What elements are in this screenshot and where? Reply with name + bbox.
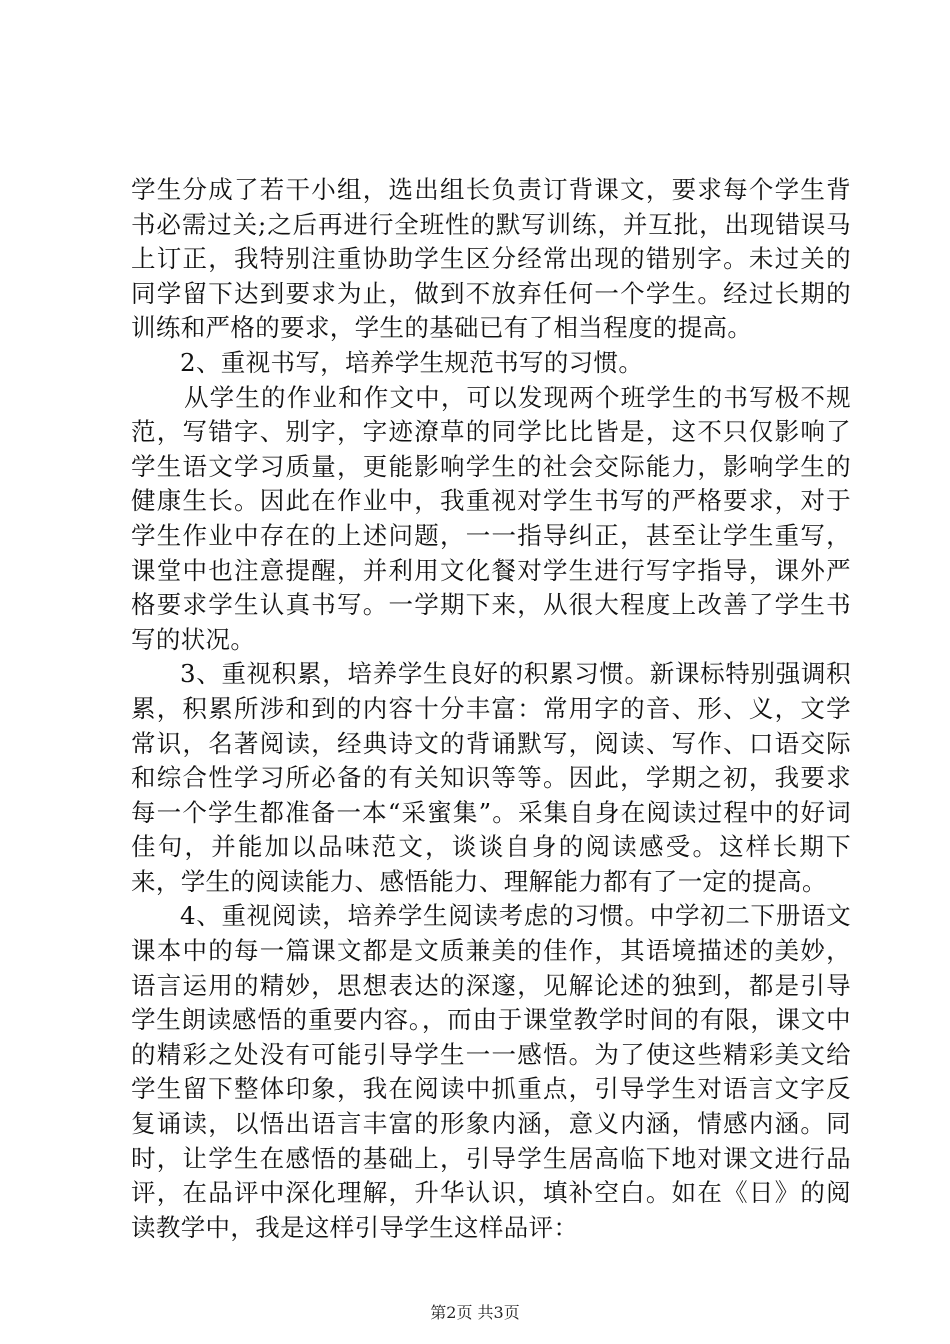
paragraph-heading-2: 2、重视书写，培养学生规范书写的习惯。	[180, 347, 644, 377]
paragraph-continuation: 学生分成了若干小组，选出组长负责订背课文，要求每个学生背书必需过关;之后再进行全班性的默写训练，并互批，出现错误马上订正，我特别注重协助学生区分经常出现的错别字。未过关的同学留下达到要求为止，做到不放弃任何一个学生。经过长期的训练和严格的要求，学生的基础已有了相当程度的提高。	[131, 175, 851, 343]
page-number-footer: 第2页 共3页	[430, 1303, 520, 1322]
paragraph-accumulation: 3、重视积累，培养学生良好的积累习惯。新课标特别强调积累，积累所涉和到的内容十分丰富：常用字的音、形、义，文学常识，名著阅读，经典诗文的背诵默写，阅读、写作、口语交际和综合性学习所必备的有关知识等等。因此，学期之初，我要求每一个学生都准备一本“采蜜集”。采集自身在阅读过程中的好词佳句，并能加以品味范文，谈谈自身的阅读感受。这样长期下来，学生的阅读能力、感悟能力、理解能力都有了一定的提高。	[131, 659, 851, 896]
paragraph-reading: 4、重视阅读，培养学生阅读考虑的习惯。中学初二下册语文课本中的每一篇课文都是文质兼美的佳作，其语境描述的美妙，语言运用的精妙，思想表达的深邃，见解论述的独到，都是引导学生朗读感悟的重要内容。，而由于课堂教学时间的有限，课文中的精彩之处没有可能引导学生一一感悟。为了使这些精彩美文给学生留下整体印象，我在阅读中抓重点，引导学生对语言文字反复诵读，以悟出语言丰富的形象内涵，意义内涵，情感内涵。同时，让学生在感悟的基础上，引导学生居高临下地对课文进行品评，在品评中深化理解，升华认识，填补空白。如在《日》的阅读教学中，我是这样引导学生这样品评：	[131, 901, 851, 1242]
paragraph-handwriting: 从学生的作业和作文中，可以发现两个班学生的书写极不规范，写错字、别字，字迹潦草的同学比比皆是，这不只仅影响了学生语文学习质量，更能影响学生的社会交际能力，影响学生的健康生长。因此在作业中，我重视对学生书写的严格要求，对于学生作业中存在的上述问题，一一指导纠正，甚至让学生重写，课堂中也注意提醒，并利用文化餐对学生进行写字指导，课外严格要求学生认真书写。一学期下来，从很大程度上改善了学生书写的状况。	[131, 382, 851, 654]
document-body	[131, 173, 851, 1245]
